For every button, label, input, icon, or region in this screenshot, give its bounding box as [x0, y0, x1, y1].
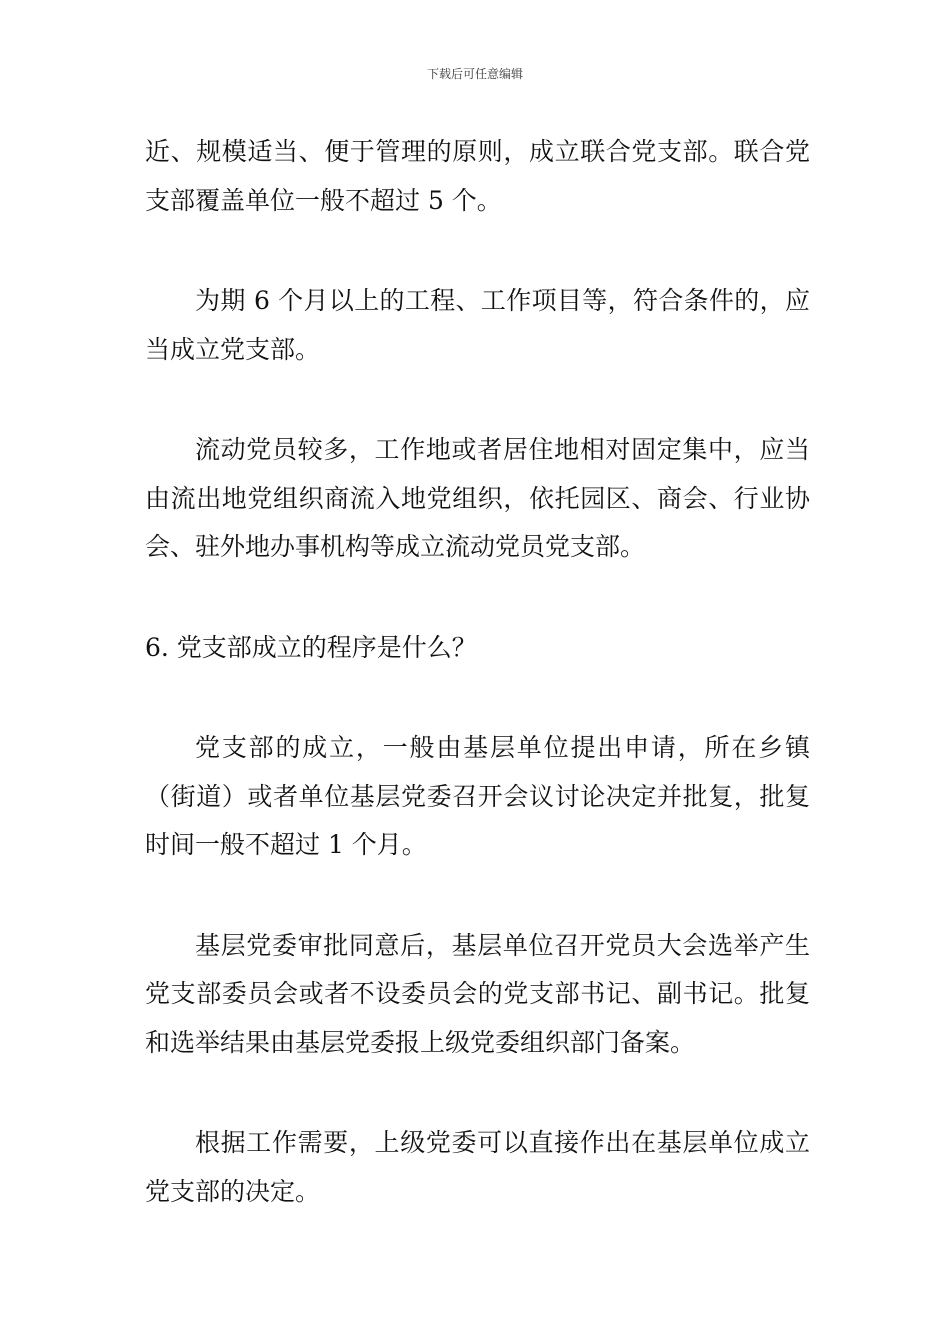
paragraph-establishment-application: 党支部的成立，一般由基层单位提出申请，所在乡镇（街道）或者单位基层党委召开会议讨论决定并批复，批复时间一般不超过 1 个月。 — [145, 733, 810, 859]
paragraph-direct-decision: 根据工作需要，上级党委可以直接作出在基层单位成立党支部的决定。 — [145, 1128, 810, 1206]
document-body — [145, 128, 810, 1268]
paragraph-election: 基层党委审批同意后，基层单位召开党员大会选举产生党支部委员会或者不设委员会的党支部书记、副书记。批复和选举结果由基层党委报上级党委组织部门备案。 — [145, 930, 810, 1057]
paragraph-project-branch: 为期 6 个月以上的工程、工作项目等，符合条件的，应当成立党支部。 — [145, 286, 810, 364]
paragraph-mobile-members: 流动党员较多，工作地或者居住地相对固定集中，应当由流出地党组织商流入地党组织，依托园区、商会、行业协会、驻外地办事机构等成立流动党员党支部。 — [145, 435, 810, 561]
paragraph-continuation: 近、规模适当、便于管理的原则，成立联合党支部。联合党支部覆盖单位一般不超过 5 个。 — [145, 137, 810, 215]
section-heading-6: 6. 党支部成立的程序是什么？ — [145, 632, 477, 662]
page-header: 下载后可任意编辑 — [426, 67, 523, 81]
